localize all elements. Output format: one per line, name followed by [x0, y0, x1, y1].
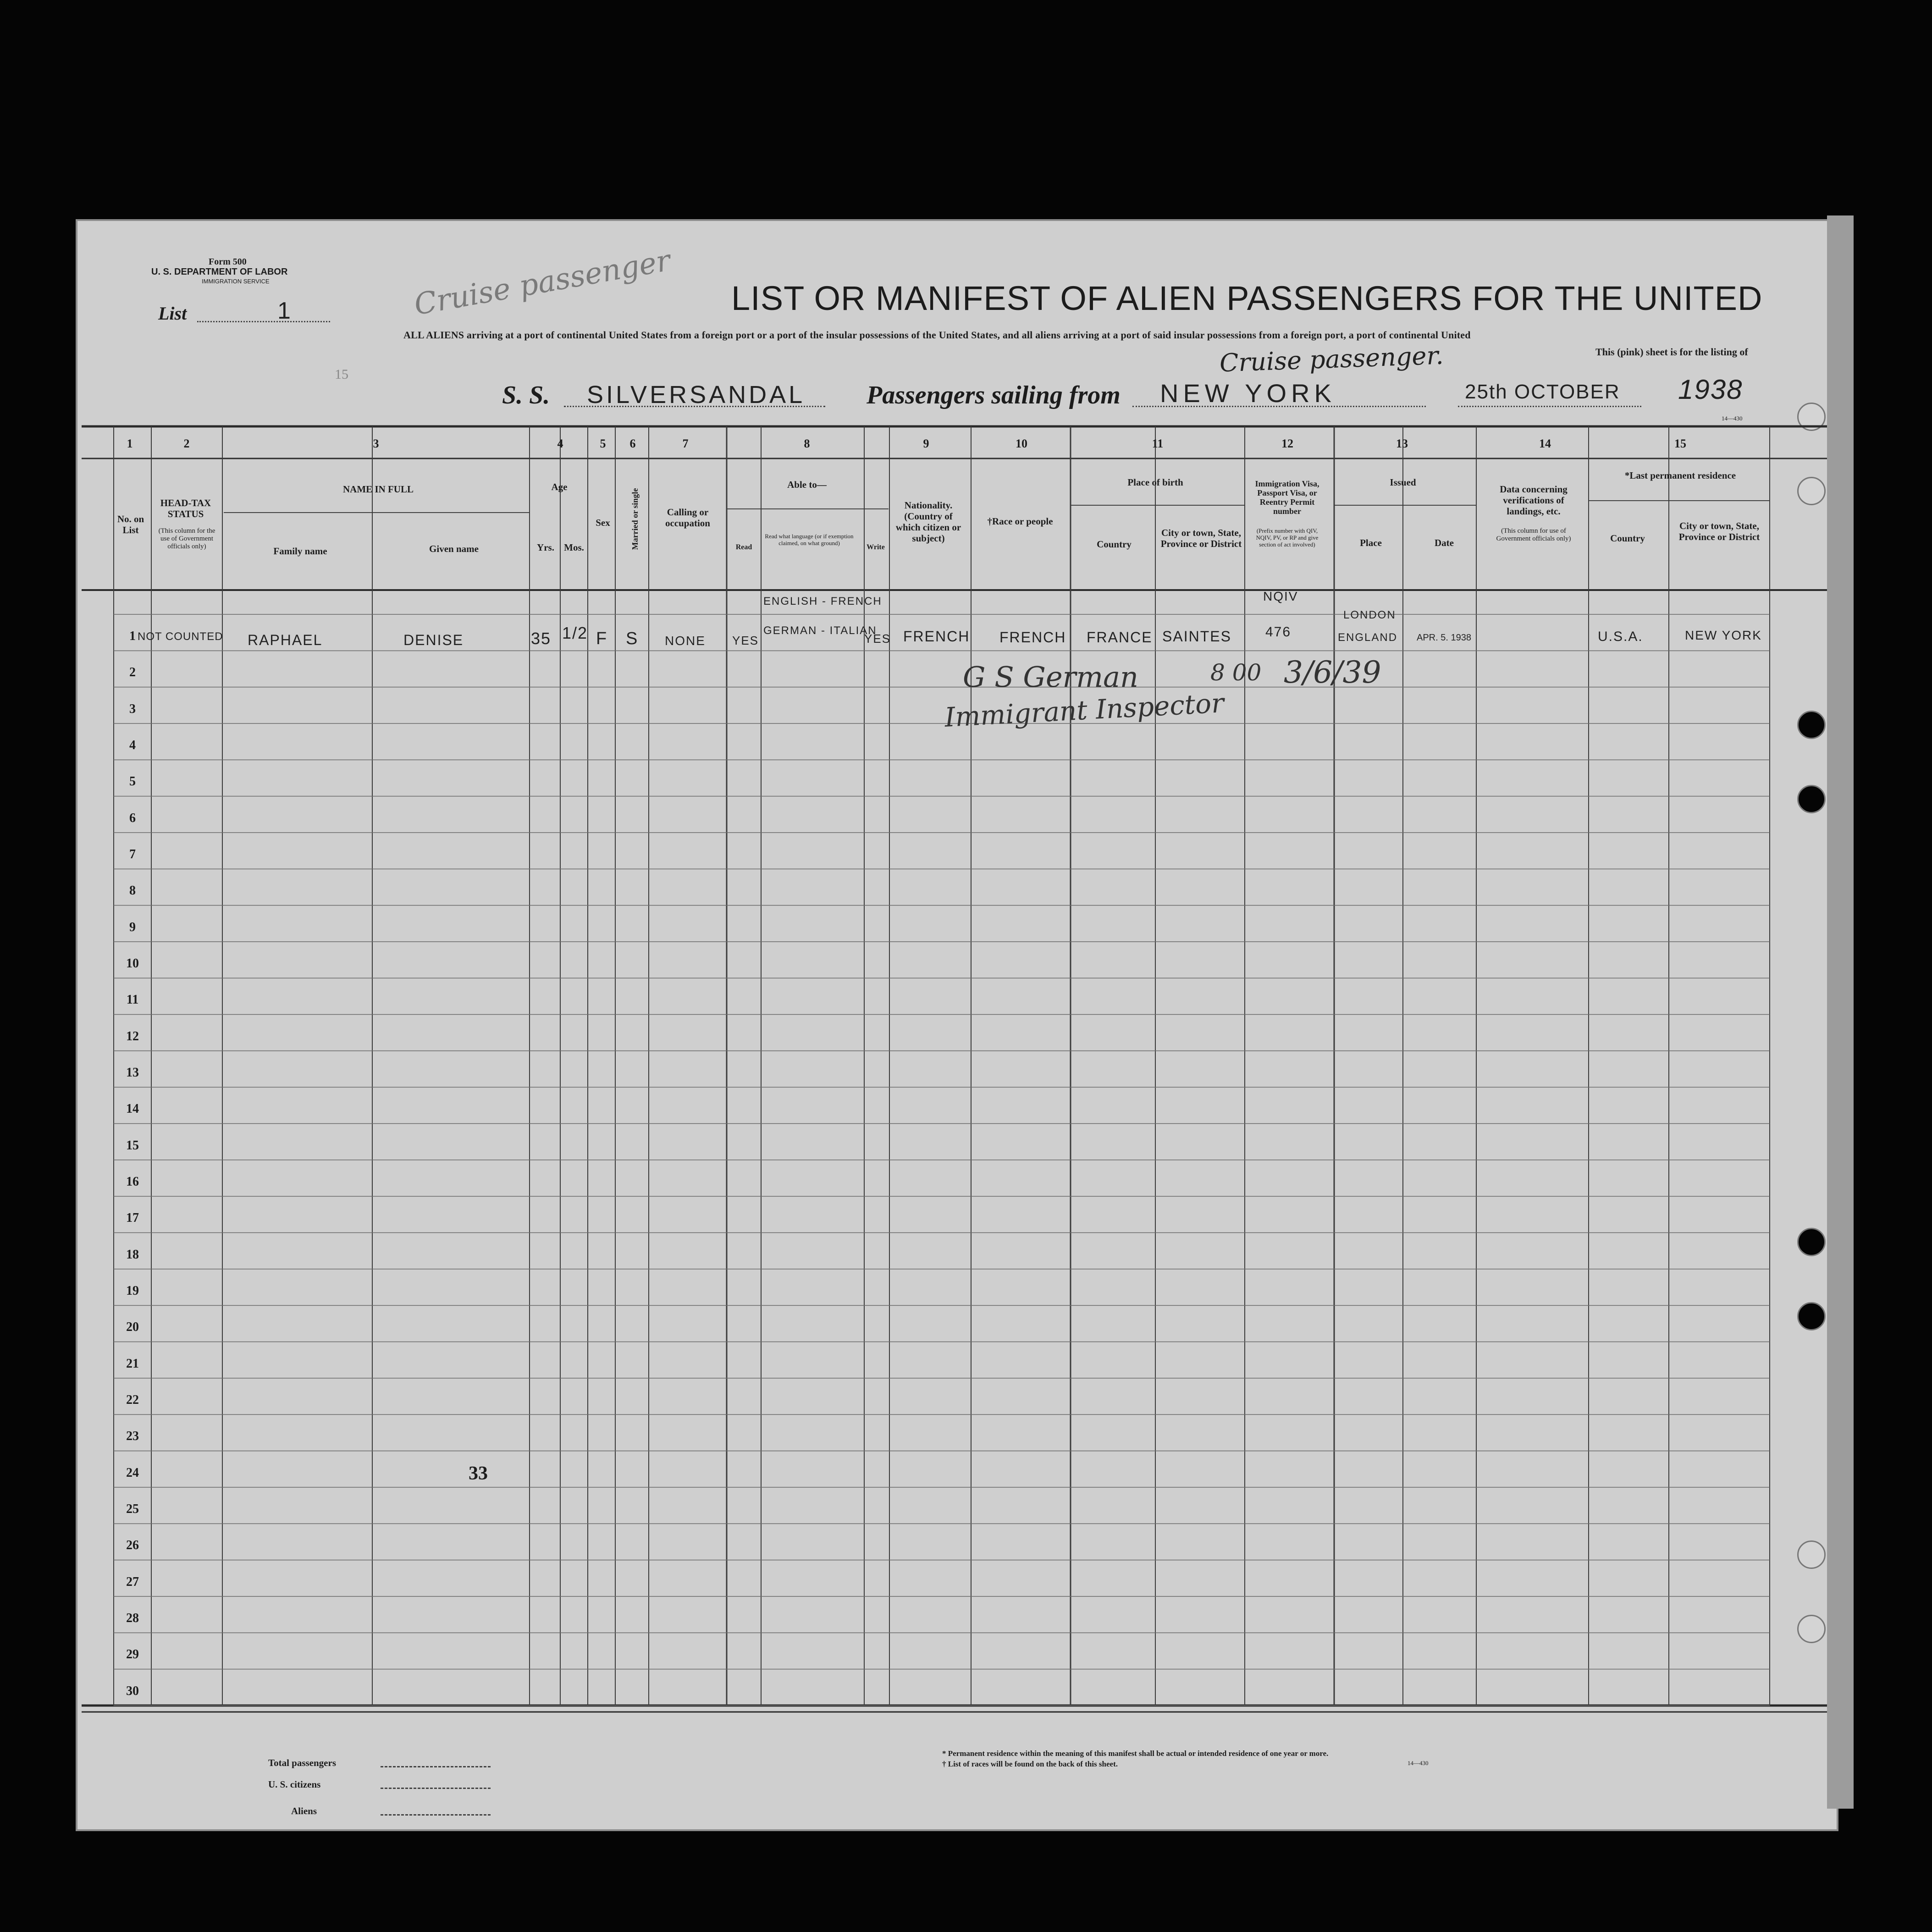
footer-line	[381, 1766, 491, 1767]
col-number: 9	[923, 437, 929, 450]
header-visa: Immigration Visa, Passport Visa, or Reentry Permit number	[1255, 479, 1319, 516]
manifest-subtitle-2: This (pink) sheet is for the listing of	[1595, 346, 1748, 358]
row-number: 30	[126, 1684, 139, 1698]
footer-total-passengers: Total passengers	[268, 1757, 336, 1768]
row-number: 28	[126, 1611, 139, 1625]
given-name: DENISE	[403, 632, 464, 648]
header-read: Read	[735, 543, 752, 551]
race: FRENCH	[999, 629, 1066, 646]
header-calling: Calling or occupation	[665, 507, 710, 529]
header-date: Date	[1435, 537, 1454, 548]
binder-hole	[1797, 1302, 1826, 1330]
row-number: 16	[126, 1175, 139, 1189]
cruise-note-right: Cruise passenger.	[1219, 341, 1444, 378]
col-number: 7	[682, 437, 689, 450]
visa-prefix: NQIV	[1263, 589, 1298, 603]
languages-1: ENGLISH - FRENCH	[763, 595, 882, 607]
nationality: FRENCH	[903, 628, 970, 645]
issued-place-1: LONDON	[1343, 609, 1396, 621]
page-edge	[1827, 215, 1854, 1809]
col-number: 6	[629, 437, 636, 450]
header-visa-note: (Prefix number with QIV, NQIV, PV, or RP and give section of act involved)	[1256, 527, 1319, 548]
port-line	[1132, 406, 1426, 407]
footer-note-residence: * Permanent residence within the meaning of this manifest shall be actual or intended residence of one year or more.	[942, 1749, 1329, 1758]
inspector-date: 3/6/39	[1284, 655, 1381, 690]
row-number: 11	[126, 993, 139, 1007]
form-number: Form 500	[209, 257, 247, 267]
row-number: 12	[126, 1029, 139, 1043]
header-issued: Issued	[1390, 477, 1416, 488]
header-res-city: City or town, State, Province or District	[1678, 520, 1760, 542]
header-sex: Sex	[596, 517, 610, 528]
inspector-title: Immigrant Inspector	[944, 687, 1225, 733]
list-number: 1	[277, 298, 292, 324]
col-number: 5	[600, 437, 606, 450]
departure-port: NEW YORK	[1160, 379, 1336, 408]
binder-hole	[1797, 477, 1826, 505]
binder-hole	[1797, 403, 1826, 431]
binder-hole	[1797, 1615, 1826, 1643]
row-number: 6	[129, 811, 136, 825]
header-place-of-birth: Place of birth	[1127, 477, 1183, 488]
row-number: 26	[126, 1538, 139, 1553]
col-number: 11	[1152, 437, 1164, 450]
row-number: 10	[126, 956, 139, 971]
header-yrs: Yrs.	[537, 542, 554, 553]
date-line	[1458, 406, 1641, 407]
row-number: 20	[126, 1320, 139, 1335]
row-number: 14	[126, 1102, 139, 1116]
department-name: U. S. DEPARTMENT OF LABOR	[151, 267, 288, 277]
header-race: †Race or people	[987, 516, 1053, 527]
row-number: 8	[129, 883, 136, 898]
header-last-residence: *Last permanent residence	[1624, 470, 1736, 481]
ship-line	[564, 406, 825, 407]
header-head-tax-note: (This column for the use of Government officials only)	[158, 527, 215, 550]
footer-note-races: † List of races will be found on the back of this sheet.	[942, 1760, 1118, 1768]
residence-city: NEW YORK	[1685, 628, 1762, 642]
header-read-language: Read what language (or if exemption claimed, on what ground)	[765, 533, 854, 546]
row-number: 15	[126, 1138, 139, 1153]
row-number: 21	[126, 1356, 139, 1371]
row-number: 2	[129, 665, 136, 680]
birth-country: FRANCE	[1087, 629, 1153, 646]
header-mos: Mos.	[564, 542, 584, 553]
sex: F	[596, 629, 608, 648]
visa-number: 476	[1265, 624, 1292, 640]
col-number: 4	[557, 437, 563, 450]
col-number: 10	[1016, 437, 1027, 450]
col-number: 2	[183, 437, 190, 450]
binder-hole	[1797, 785, 1826, 813]
binder-hole	[1797, 1228, 1826, 1256]
header-able-to: Able to—	[787, 479, 827, 490]
footer-line	[381, 1788, 491, 1789]
col-number: 13	[1396, 437, 1408, 450]
row-number: 24	[126, 1465, 139, 1480]
footer-aliens: Aliens	[291, 1805, 317, 1816]
occupation: NONE	[665, 634, 706, 648]
sailing-date: 25th OCTOBER	[1465, 381, 1620, 403]
header-country: Country	[1097, 539, 1132, 550]
row-number: 13	[126, 1065, 139, 1080]
row-number: 5	[129, 774, 136, 789]
header-nationality: Nationality. (Country of which citizen or subject)	[895, 500, 961, 544]
binder-hole	[1797, 1540, 1826, 1569]
age-months: 1/2	[562, 624, 588, 642]
row-number: 19	[126, 1284, 139, 1298]
row-number: 9	[129, 920, 136, 934]
header-given-name: Given name	[429, 543, 479, 554]
can-read: YES	[732, 634, 759, 647]
cruise-note-top: Cruise passenger	[411, 243, 673, 322]
header-name-in-full: NAME IN FULL	[342, 484, 414, 495]
margin-note: 15	[335, 367, 348, 382]
row-number: 25	[126, 1502, 139, 1516]
header-head-tax: HEAD-TAX STATUS	[160, 497, 211, 519]
header-verification: Data concerning verifications of landings, etc.	[1500, 484, 1568, 517]
inspector-time: 8 00	[1210, 659, 1262, 686]
col-number: 3	[373, 437, 379, 450]
row-number: 4	[129, 738, 136, 752]
footer-us-citizens: U. S. citizens	[268, 1779, 321, 1790]
header-res-country: Country	[1610, 533, 1645, 544]
header-age: Age	[551, 481, 568, 492]
row-number: 17	[126, 1211, 139, 1225]
col-number: 1	[127, 437, 133, 450]
list-label: List	[158, 303, 187, 324]
issued-place-2: ENGLAND	[1338, 631, 1398, 644]
binder-hole	[1797, 711, 1826, 739]
service-name: IMMIGRATION SERVICE	[202, 278, 270, 285]
header-place: Place	[1360, 537, 1382, 548]
row-number: 23	[126, 1429, 139, 1444]
age-years: 35	[531, 629, 552, 648]
header-verification-note: (This column for use of Government officials only)	[1496, 527, 1571, 542]
page-stamp: 33	[469, 1463, 488, 1484]
footer-line	[381, 1814, 491, 1816]
birth-city: SAINTES	[1162, 628, 1231, 645]
header-family-name: Family name	[273, 546, 327, 557]
row-number: 27	[126, 1574, 139, 1589]
row-number: 3	[129, 701, 136, 716]
ship-name: SILVERSANDAL	[587, 381, 806, 408]
can-write: YES	[864, 632, 891, 646]
sailing-label: Passengers sailing from	[867, 381, 1121, 409]
row-number: 22	[126, 1393, 139, 1407]
col-number: 15	[1674, 437, 1686, 450]
family-name: RAPHAEL	[248, 632, 323, 648]
form-code: 14—430	[1722, 415, 1743, 422]
manifest-subtitle: ALL ALIENS arriving at a port of continental United States from a foreign port or a port of the insular possessions of the United States, and all aliens arriving at a port of said insular possessions from a foreign port, a port of continental United	[403, 329, 1471, 341]
inspector-signature: G S German	[963, 660, 1138, 694]
row-number: 1	[129, 629, 136, 643]
row-number: 29	[126, 1647, 139, 1662]
manifest-sheet	[76, 219, 1838, 1831]
col-number: 12	[1281, 437, 1293, 450]
header-write: Write	[867, 543, 885, 551]
sailing-year: 1938	[1678, 374, 1743, 405]
residence-country: U.S.A.	[1598, 629, 1643, 644]
issued-date: APR. 5. 1938	[1417, 633, 1471, 643]
col-number: 8	[804, 437, 810, 450]
manifest-title: LIST OR MANIFEST OF ALIEN PASSENGERS FOR THE UNITED	[731, 279, 1763, 317]
languages-2: GERMAN - ITALIAN	[763, 624, 877, 637]
header-married: Married or single	[630, 488, 640, 550]
head-tax-status: NOT COUNTED	[138, 630, 223, 643]
ss-label: S. S.	[502, 381, 550, 409]
list-line	[197, 321, 330, 322]
row-number: 7	[129, 847, 136, 861]
marital-status: S	[626, 629, 639, 648]
header-city: City or town, State, Province or District	[1160, 527, 1242, 549]
footer-code: 14—430	[1408, 1760, 1429, 1766]
header-no-on-list: No. on List	[117, 513, 144, 535]
col-number: 14	[1539, 437, 1551, 450]
row-number: 18	[126, 1247, 139, 1262]
